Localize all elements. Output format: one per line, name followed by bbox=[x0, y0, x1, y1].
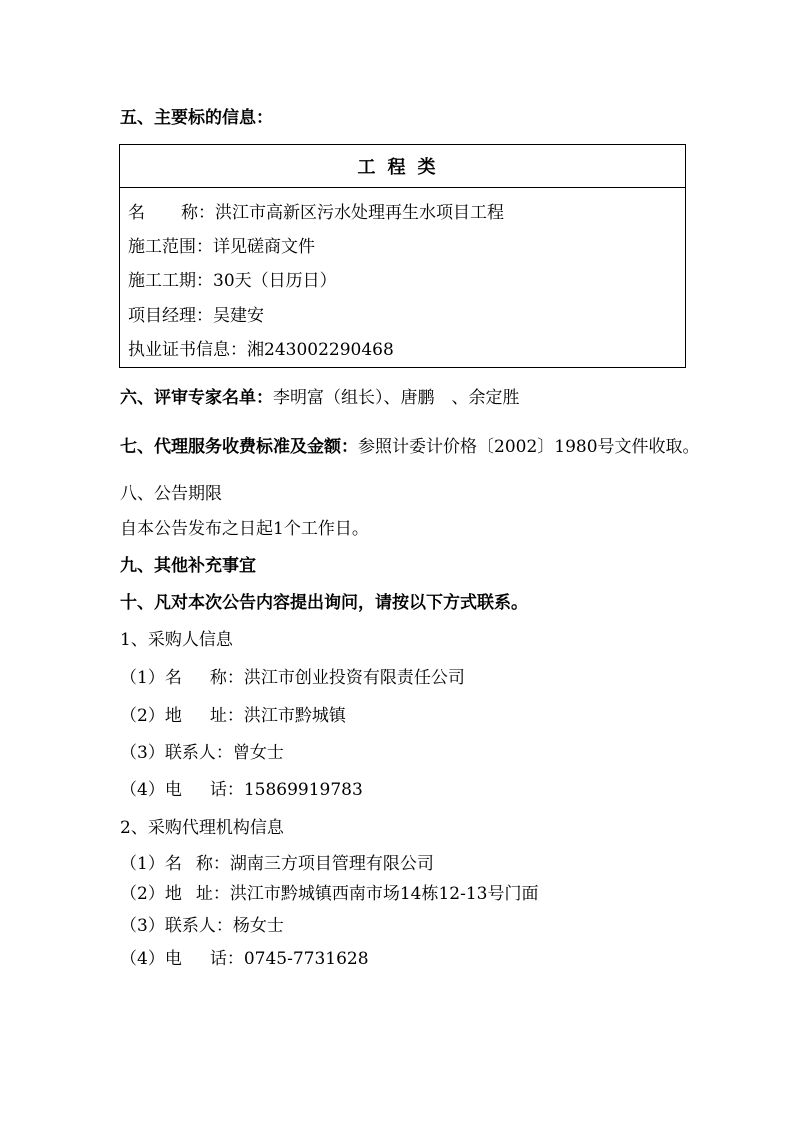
buyer-name-row bbox=[120, 666, 465, 690]
buyer-address-prefix: （2）地 bbox=[120, 706, 182, 726]
agency-phone-value: 0745-7731628 bbox=[243, 949, 369, 969]
table-header: 工程类 bbox=[120, 145, 685, 188]
agency-name-prefix: （1）名 bbox=[120, 854, 182, 874]
period-label: 施工工期： bbox=[128, 271, 213, 291]
buyer-address-value: 洪江市黔城镇 bbox=[243, 706, 346, 726]
period-value: 30天（日历日） bbox=[213, 271, 337, 291]
section-9-heading: 九、其他补充事宜 bbox=[120, 556, 256, 576]
buyer-phone-prefix: （4）电 bbox=[120, 780, 182, 800]
name-label-a: 名 bbox=[128, 203, 145, 223]
table-row-name bbox=[128, 201, 504, 225]
agency-phone-label: 话： bbox=[209, 949, 244, 969]
agency-address-prefix: （2）地 bbox=[120, 884, 182, 904]
scope-value: 详见磋商文件 bbox=[213, 237, 315, 257]
table-row-cert bbox=[128, 338, 394, 362]
section-10-heading: 十、凡对本次公告内容提出询问，请按以下方式联系。 bbox=[120, 593, 528, 613]
section-8-heading: 八、公告期限 bbox=[120, 484, 222, 504]
agency-address-label: 址： bbox=[195, 884, 230, 904]
fee-standard: 参照计委计价格〔2002〕1980号文件收取。 bbox=[358, 437, 700, 457]
buyer-phone-value: 15869919783 bbox=[243, 780, 363, 800]
agency-name-value: 湖南三方项目管理有限公司 bbox=[229, 854, 434, 874]
project-name-value: 洪江市高新区污水处理再生水项目工程 bbox=[215, 203, 504, 223]
buyer-contact-value: 曾女士 bbox=[232, 743, 284, 763]
experts-list: 李明富（组长）、唐鹏 、余定胜 bbox=[273, 388, 520, 408]
manager-label: 项目经理： bbox=[128, 306, 213, 326]
agency-contact-label: （3）联系人： bbox=[120, 916, 233, 936]
section-6-heading: 六、评审专家名单： bbox=[120, 388, 273, 408]
section-5-heading: 五、主要标的信息： bbox=[120, 108, 273, 128]
agency-phone-prefix: （4）电 bbox=[120, 949, 182, 969]
agency-address-row bbox=[120, 882, 538, 906]
announcement-period: 自本公告发布之日起1个工作日。 bbox=[120, 519, 369, 539]
cert-value: 湘243002290468 bbox=[247, 340, 394, 360]
cert-label: 执业证书信息： bbox=[128, 340, 247, 360]
buyer-phone-row bbox=[120, 778, 363, 802]
agency-contact-row bbox=[120, 914, 284, 938]
agency-title: 2、采购代理机构信息 bbox=[120, 818, 284, 838]
section-7-heading: 七、代理服务收费标准及金额： bbox=[120, 437, 358, 457]
agency-contact-value: 杨女士 bbox=[232, 916, 284, 936]
agency-phone-row bbox=[120, 947, 369, 971]
scope-label: 施工范围： bbox=[128, 237, 213, 257]
name-label-b: 称： bbox=[181, 203, 215, 223]
agency-name-label: 称： bbox=[195, 854, 230, 874]
section-7 bbox=[120, 435, 700, 459]
buyer-phone-label: 话： bbox=[209, 780, 244, 800]
table-row-scope bbox=[128, 235, 315, 259]
buyer-name-value: 洪江市创业投资有限责任公司 bbox=[243, 668, 465, 688]
agency-name-row bbox=[120, 852, 434, 876]
buyer-name-prefix: （1）名 bbox=[120, 668, 182, 688]
buyer-address-label: 址： bbox=[209, 706, 244, 726]
buyer-contact-label: （3）联系人： bbox=[120, 743, 233, 763]
buyer-address-row bbox=[120, 704, 346, 728]
agency-address-value: 洪江市黔城镇西南市场14栋12-13号门面 bbox=[229, 884, 539, 904]
buyer-contact-row bbox=[120, 741, 284, 765]
section-6 bbox=[120, 386, 520, 410]
table-row-manager bbox=[128, 304, 264, 328]
table-row-period bbox=[128, 269, 337, 293]
buyer-name-label: 称： bbox=[209, 668, 244, 688]
buyer-title: 1、采购人信息 bbox=[120, 630, 233, 650]
manager-value: 吴建安 bbox=[213, 306, 264, 326]
project-info-table bbox=[119, 144, 686, 368]
